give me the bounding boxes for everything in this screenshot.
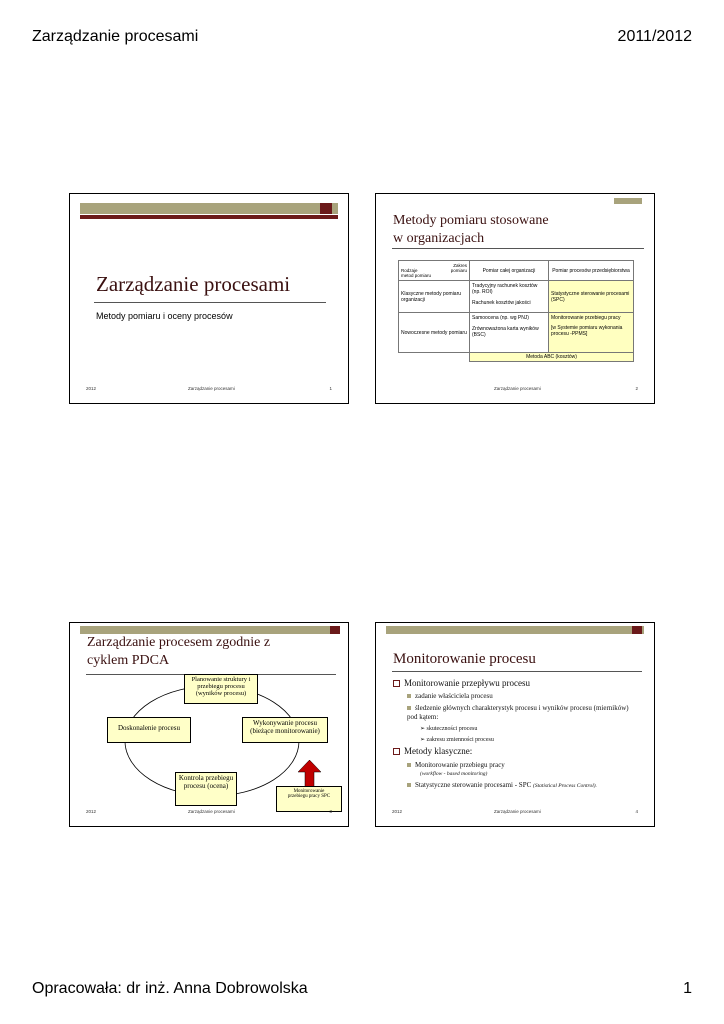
pdca-check-box: Kontrola przebiegu procesu (ocena): [175, 772, 237, 806]
slide-footer-center: Zarządzanie procesami: [188, 809, 235, 814]
table-row1-proc: Statystyczne sterowanie procesami (SPC): [549, 281, 634, 313]
slide-title-line2: cyklem PDCA: [87, 653, 170, 668]
slide-footer-year: 2012: [86, 809, 97, 814]
slide-footer-center: Zarządzanie procesami: [188, 386, 235, 391]
bullet-2-2-note: (Statistical Process Control).: [533, 783, 597, 789]
corner-label-left: Rodzaje: [401, 268, 418, 273]
bullet-1-2-text: śledzenie głównych charakterystyk procesu i wyników procesu (mierników) pod kątem:: [407, 704, 629, 721]
slide-1: [69, 193, 349, 404]
bullet-2-2-text: Statystyczne sterowanie procesami - SPC: [415, 781, 532, 789]
row2-org-a: Samoocena (np. wg PNJ): [472, 315, 529, 321]
slide-footer-year: 2012: [392, 809, 403, 814]
table-header-org: Pomiar całej organizacji: [470, 261, 549, 281]
row2-proc-a: Monitorowanie przebiegu pracy: [551, 315, 621, 321]
slide-4: [375, 622, 655, 827]
slide-footer-number: 1: [329, 386, 332, 391]
page-footer-number: 1: [683, 980, 692, 997]
bullet-1-2-2: [420, 736, 494, 743]
table-row3-abc: Metoda ABC (kosztów): [470, 353, 634, 362]
slide-top-band: [386, 626, 644, 634]
page-header-title: Zarządzanie procesami: [32, 28, 199, 45]
methods-table: [398, 260, 634, 362]
slide-top-band: [80, 203, 338, 214]
slide-3: [69, 622, 349, 827]
row1-org-a: Tradycyjny rachunek kosztów (np. ROI): [472, 283, 538, 295]
page-header-year: 2011/2012: [617, 28, 692, 45]
row2-proc-b: [w Systemie pomiaru wykonania procesu -PPMS]: [551, 325, 623, 337]
square-bullet-icon: [393, 680, 400, 687]
bullet-2: [393, 746, 472, 756]
bullet-2-text: Metody klasyczne:: [404, 746, 473, 756]
slide-top-rule: [80, 215, 338, 219]
bullet-2-1-text: Monitorowanie przebiegu pracy: [415, 761, 505, 769]
bullet-1-2: [407, 704, 639, 721]
slide-2: [375, 193, 655, 404]
row2-org-b: Zrównoważona karta wyników (BSC): [472, 326, 539, 338]
pdca-do-box: Wykonywanie procesu (bieżące monitorowanie): [242, 717, 328, 743]
corner-label-top: Zakres: [453, 263, 467, 268]
bullet-2-1-note: (workflow - based monitoring): [420, 771, 488, 777]
slide-footer-year: 2012: [86, 386, 97, 391]
spc-monitoring-box: Monitorowanie przebiegu pracy SPC: [276, 786, 342, 812]
corner-label-bottom: metod pomiaru: [401, 273, 432, 278]
arrow-bullet-icon: ➢: [420, 726, 427, 732]
bullet-1-2-1-text: skuteczności procesu: [426, 726, 478, 732]
slide-footer-center: Zarządzanie procesami: [494, 809, 541, 814]
bullet-1-text: Monitorowanie przepływu procesu: [404, 678, 530, 688]
slide-title-line1: Zarządzanie procesem zgodnie z: [87, 635, 271, 650]
slide-footer-center: Zarządzanie procesami: [494, 386, 541, 391]
slide-footer-number: 3: [329, 809, 332, 814]
table-header-proc: Pomiar procesów przedsiębiorstwa: [549, 261, 634, 281]
bullet-1-1: [407, 692, 493, 700]
pdca-plan-box: Planowanie struktury i przebiegu procesu (wyników procesu): [184, 674, 258, 704]
filled-square-bullet-icon: [407, 694, 411, 698]
table-row2-org: [470, 313, 549, 353]
bullet-2-1: [407, 761, 505, 769]
table-row1-org: [470, 281, 549, 313]
slide-title: Zarządzanie procesami: [96, 272, 291, 296]
slide-title-line1: Metody pomiaru stosowane: [393, 213, 549, 228]
bullet-1: [393, 678, 530, 688]
arrow-bullet-icon: ➢: [420, 737, 427, 743]
slide-top-band: [614, 198, 642, 204]
row1-org-b: Rachunek kosztów jakości: [472, 300, 531, 306]
table-row2-label: Nowoczesne metody pomiaru: [399, 313, 470, 353]
bullet-1-1-text: zadanie właściciela procesu: [415, 692, 493, 700]
slide-subtitle: Metody pomiaru i oceny procesów: [96, 311, 233, 321]
slide-title-line2: w organizacjach: [393, 231, 485, 246]
filled-square-bullet-icon: [407, 783, 411, 787]
slide-footer-number: 4: [635, 809, 638, 814]
slide-footer-number: 2: [635, 386, 638, 391]
table-corner-cell: [399, 261, 470, 281]
slide-title: Monitorowanie procesu: [393, 651, 536, 667]
bullet-2-2: [407, 781, 639, 789]
filled-square-bullet-icon: [407, 706, 411, 710]
bullet-1-2-2-text: zakresu zmienności procesu: [426, 737, 494, 743]
bullet-1-2-1: [420, 725, 477, 732]
table-row2-proc: [549, 313, 634, 353]
page-footer-author: Opracowała: dr inż. Anna Dobrowolska: [32, 980, 308, 997]
table-row1-label: Klasyczne metody pomiaru organizacji: [399, 281, 470, 313]
square-bullet-icon: [393, 748, 400, 755]
corner-label-right: pomiaru: [450, 268, 467, 273]
filled-square-bullet-icon: [407, 763, 411, 767]
pdca-act-box: Doskonalenie procesu: [107, 717, 191, 743]
